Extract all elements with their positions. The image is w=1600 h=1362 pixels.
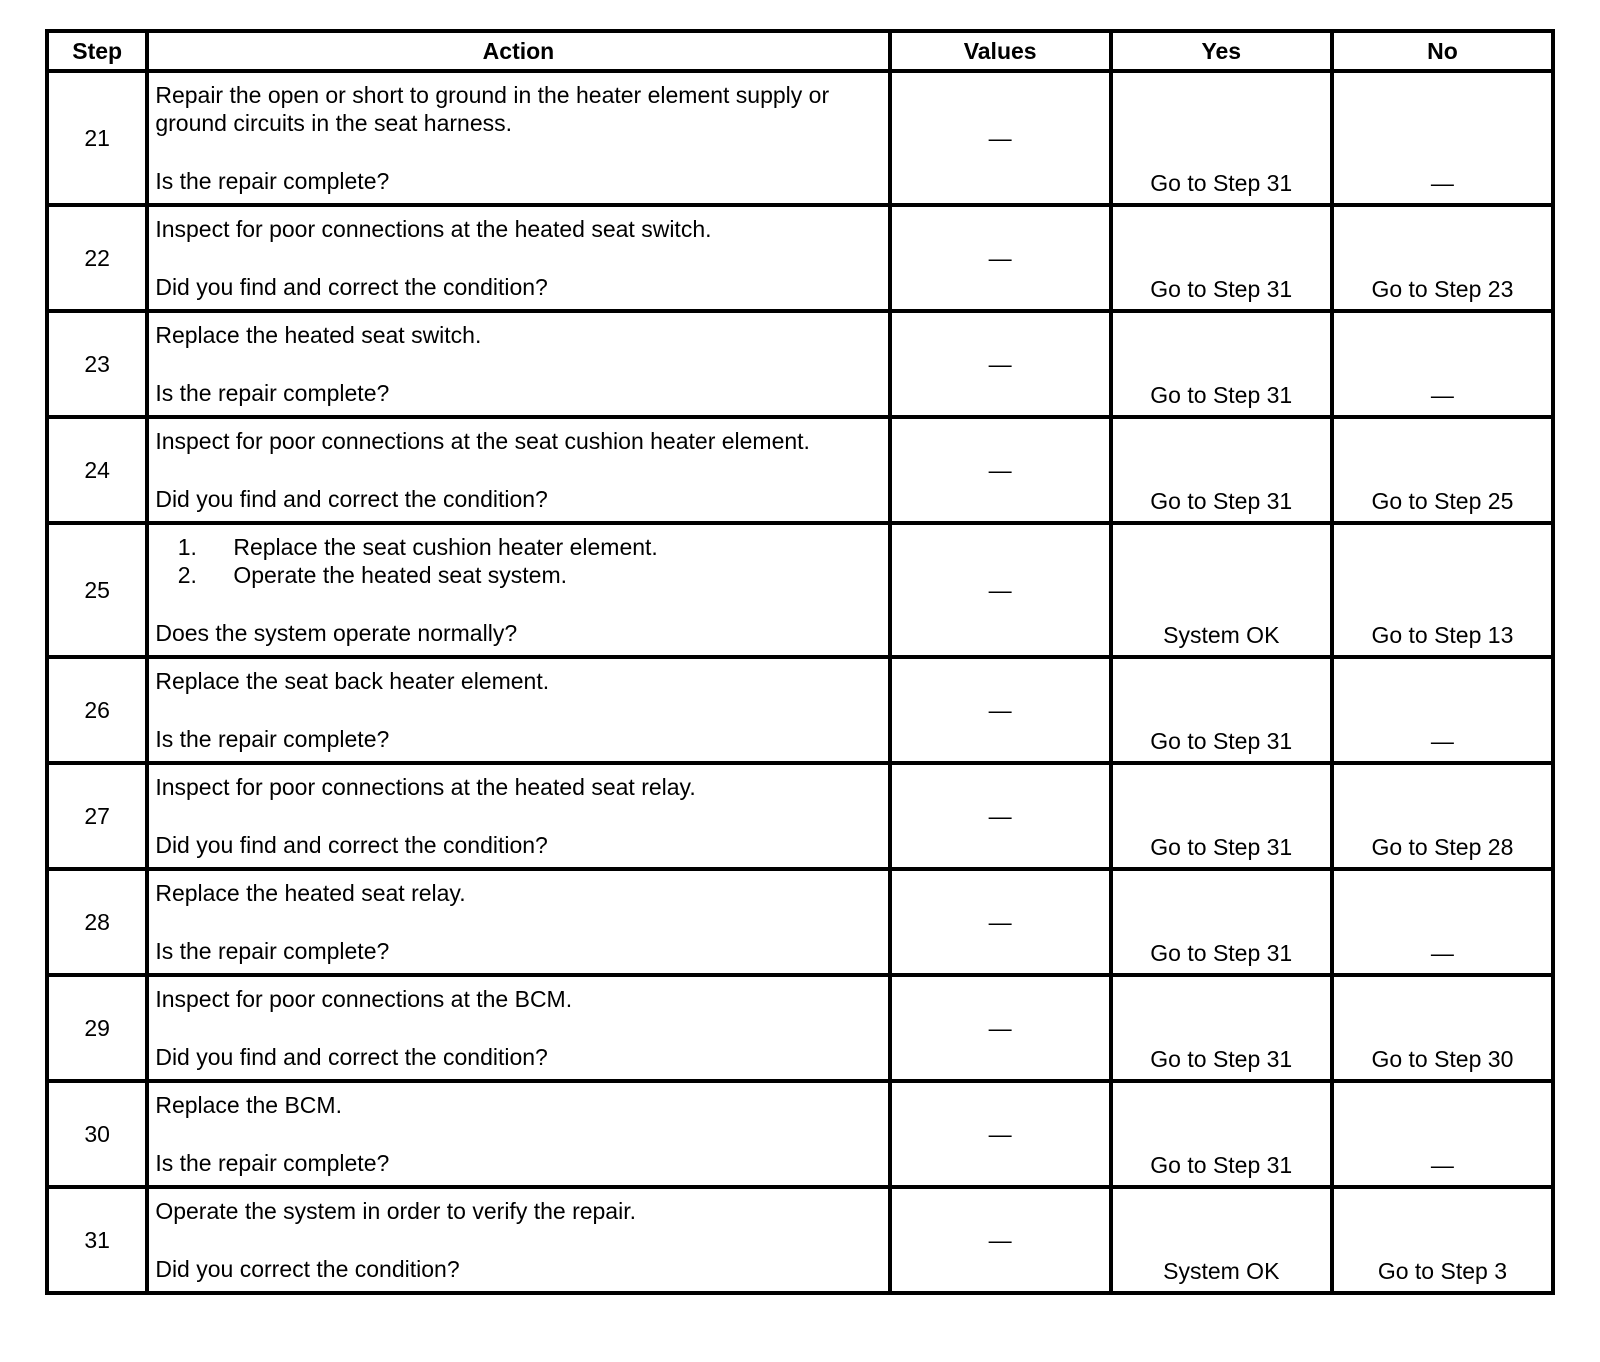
no-result: Go to Step 28 [1332, 763, 1553, 869]
header-values: Values [890, 31, 1111, 71]
action-question: Does the system operate normally? [155, 620, 518, 646]
values-cell: — [890, 1187, 1111, 1293]
table-row [47, 763, 1553, 869]
yes-result: Go to Step 31 [1111, 1081, 1332, 1187]
action-steps-list [155, 533, 881, 589]
yes-result: Go to Step 31 [1111, 975, 1332, 1081]
action-text: Inspect for poor connections at the BCM. [155, 986, 573, 1012]
action-cell [147, 523, 889, 657]
table-row [47, 311, 1553, 417]
action-cell [147, 869, 889, 975]
step-number: 25 [47, 523, 147, 657]
no-result: Go to Step 3 [1332, 1187, 1553, 1293]
values-cell: — [890, 975, 1111, 1081]
diagnostic-table [45, 29, 1555, 1295]
action-cell [147, 975, 889, 1081]
action-question: Is the repair complete? [155, 938, 390, 964]
action-question: Did you find and correct the condition? [155, 1044, 548, 1070]
yes-result: Go to Step 31 [1111, 311, 1332, 417]
table-row [47, 869, 1553, 975]
yes-result: Go to Step 31 [1111, 763, 1332, 869]
header-no: No [1332, 31, 1553, 71]
values-cell: — [890, 869, 1111, 975]
action-question: Is the repair complete? [155, 1150, 390, 1176]
action-cell [147, 657, 889, 763]
values-cell: — [890, 71, 1111, 205]
table-row [47, 1081, 1553, 1187]
table-row [47, 1187, 1553, 1293]
yes-result: Go to Step 31 [1111, 205, 1332, 311]
yes-result: System OK [1111, 1187, 1332, 1293]
values-cell: — [890, 657, 1111, 763]
step-number: 23 [47, 311, 147, 417]
action-cell [147, 1187, 889, 1293]
action-text: Replace the BCM. [155, 1092, 342, 1118]
action-text: Inspect for poor connections at the heated seat switch. [155, 216, 712, 242]
action-text: Inspect for poor connections at the heated seat relay. [155, 774, 696, 800]
action-cell [147, 311, 889, 417]
values-cell: — [890, 523, 1111, 657]
step-number: 26 [47, 657, 147, 763]
action-text: Inspect for poor connections at the seat cushion heater element. [155, 428, 810, 454]
yes-result: Go to Step 31 [1111, 657, 1332, 763]
action-cell [147, 205, 889, 311]
action-text: Repair the open or short to ground in the heater element supply or ground circuits in the seat harness. [155, 82, 830, 136]
table-row [47, 71, 1553, 205]
table-row [47, 975, 1553, 1081]
action-cell [147, 1081, 889, 1187]
action-text: Operate the system in order to verify the repair. [155, 1198, 636, 1224]
action-step-item: 1. Replace the seat cushion heater element. [203, 533, 881, 561]
header-step: Step [47, 31, 147, 71]
action-text: Replace the heated seat switch. [155, 322, 482, 348]
action-question: Is the repair complete? [155, 380, 390, 406]
values-cell: — [890, 1081, 1111, 1187]
action-question: Is the repair complete? [155, 168, 390, 194]
no-result: Go to Step 13 [1332, 523, 1553, 657]
no-result: — [1332, 311, 1553, 417]
no-result: Go to Step 30 [1332, 975, 1553, 1081]
step-number: 28 [47, 869, 147, 975]
no-result: — [1332, 869, 1553, 975]
yes-result: Go to Step 31 [1111, 869, 1332, 975]
action-question: Did you find and correct the condition? [155, 274, 548, 300]
action-cell [147, 763, 889, 869]
action-text: Replace the seat back heater element. [155, 668, 550, 694]
step-number: 27 [47, 763, 147, 869]
no-result: — [1332, 657, 1553, 763]
step-number: 22 [47, 205, 147, 311]
step-number: 29 [47, 975, 147, 1081]
step-number: 24 [47, 417, 147, 523]
action-cell [147, 417, 889, 523]
action-cell [147, 71, 889, 205]
step-number: 31 [47, 1187, 147, 1293]
header-row [47, 31, 1553, 71]
action-question: Did you find and correct the condition? [155, 486, 548, 512]
table-row [47, 417, 1553, 523]
action-question: Did you find and correct the condition? [155, 832, 548, 858]
step-number: 21 [47, 71, 147, 205]
table-row [47, 205, 1553, 311]
yes-result: Go to Step 31 [1111, 417, 1332, 523]
table-row [47, 523, 1553, 657]
no-result: Go to Step 23 [1332, 205, 1553, 311]
header-action: Action [147, 31, 889, 71]
yes-result: System OK [1111, 523, 1332, 657]
table-row [47, 657, 1553, 763]
no-result: — [1332, 1081, 1553, 1187]
yes-result: Go to Step 31 [1111, 71, 1332, 205]
table-body [47, 71, 1553, 1293]
values-cell: — [890, 311, 1111, 417]
values-cell: — [890, 417, 1111, 523]
action-question: Is the repair complete? [155, 726, 390, 752]
values-cell: — [890, 763, 1111, 869]
no-result: Go to Step 25 [1332, 417, 1553, 523]
action-question: Did you correct the condition? [155, 1256, 460, 1282]
no-result: — [1332, 71, 1553, 205]
header-yes: Yes [1111, 31, 1332, 71]
action-text: Replace the heated seat relay. [155, 880, 466, 906]
action-step-item: 2. Operate the heated seat system. [203, 561, 881, 589]
step-number: 30 [47, 1081, 147, 1187]
values-cell: — [890, 205, 1111, 311]
